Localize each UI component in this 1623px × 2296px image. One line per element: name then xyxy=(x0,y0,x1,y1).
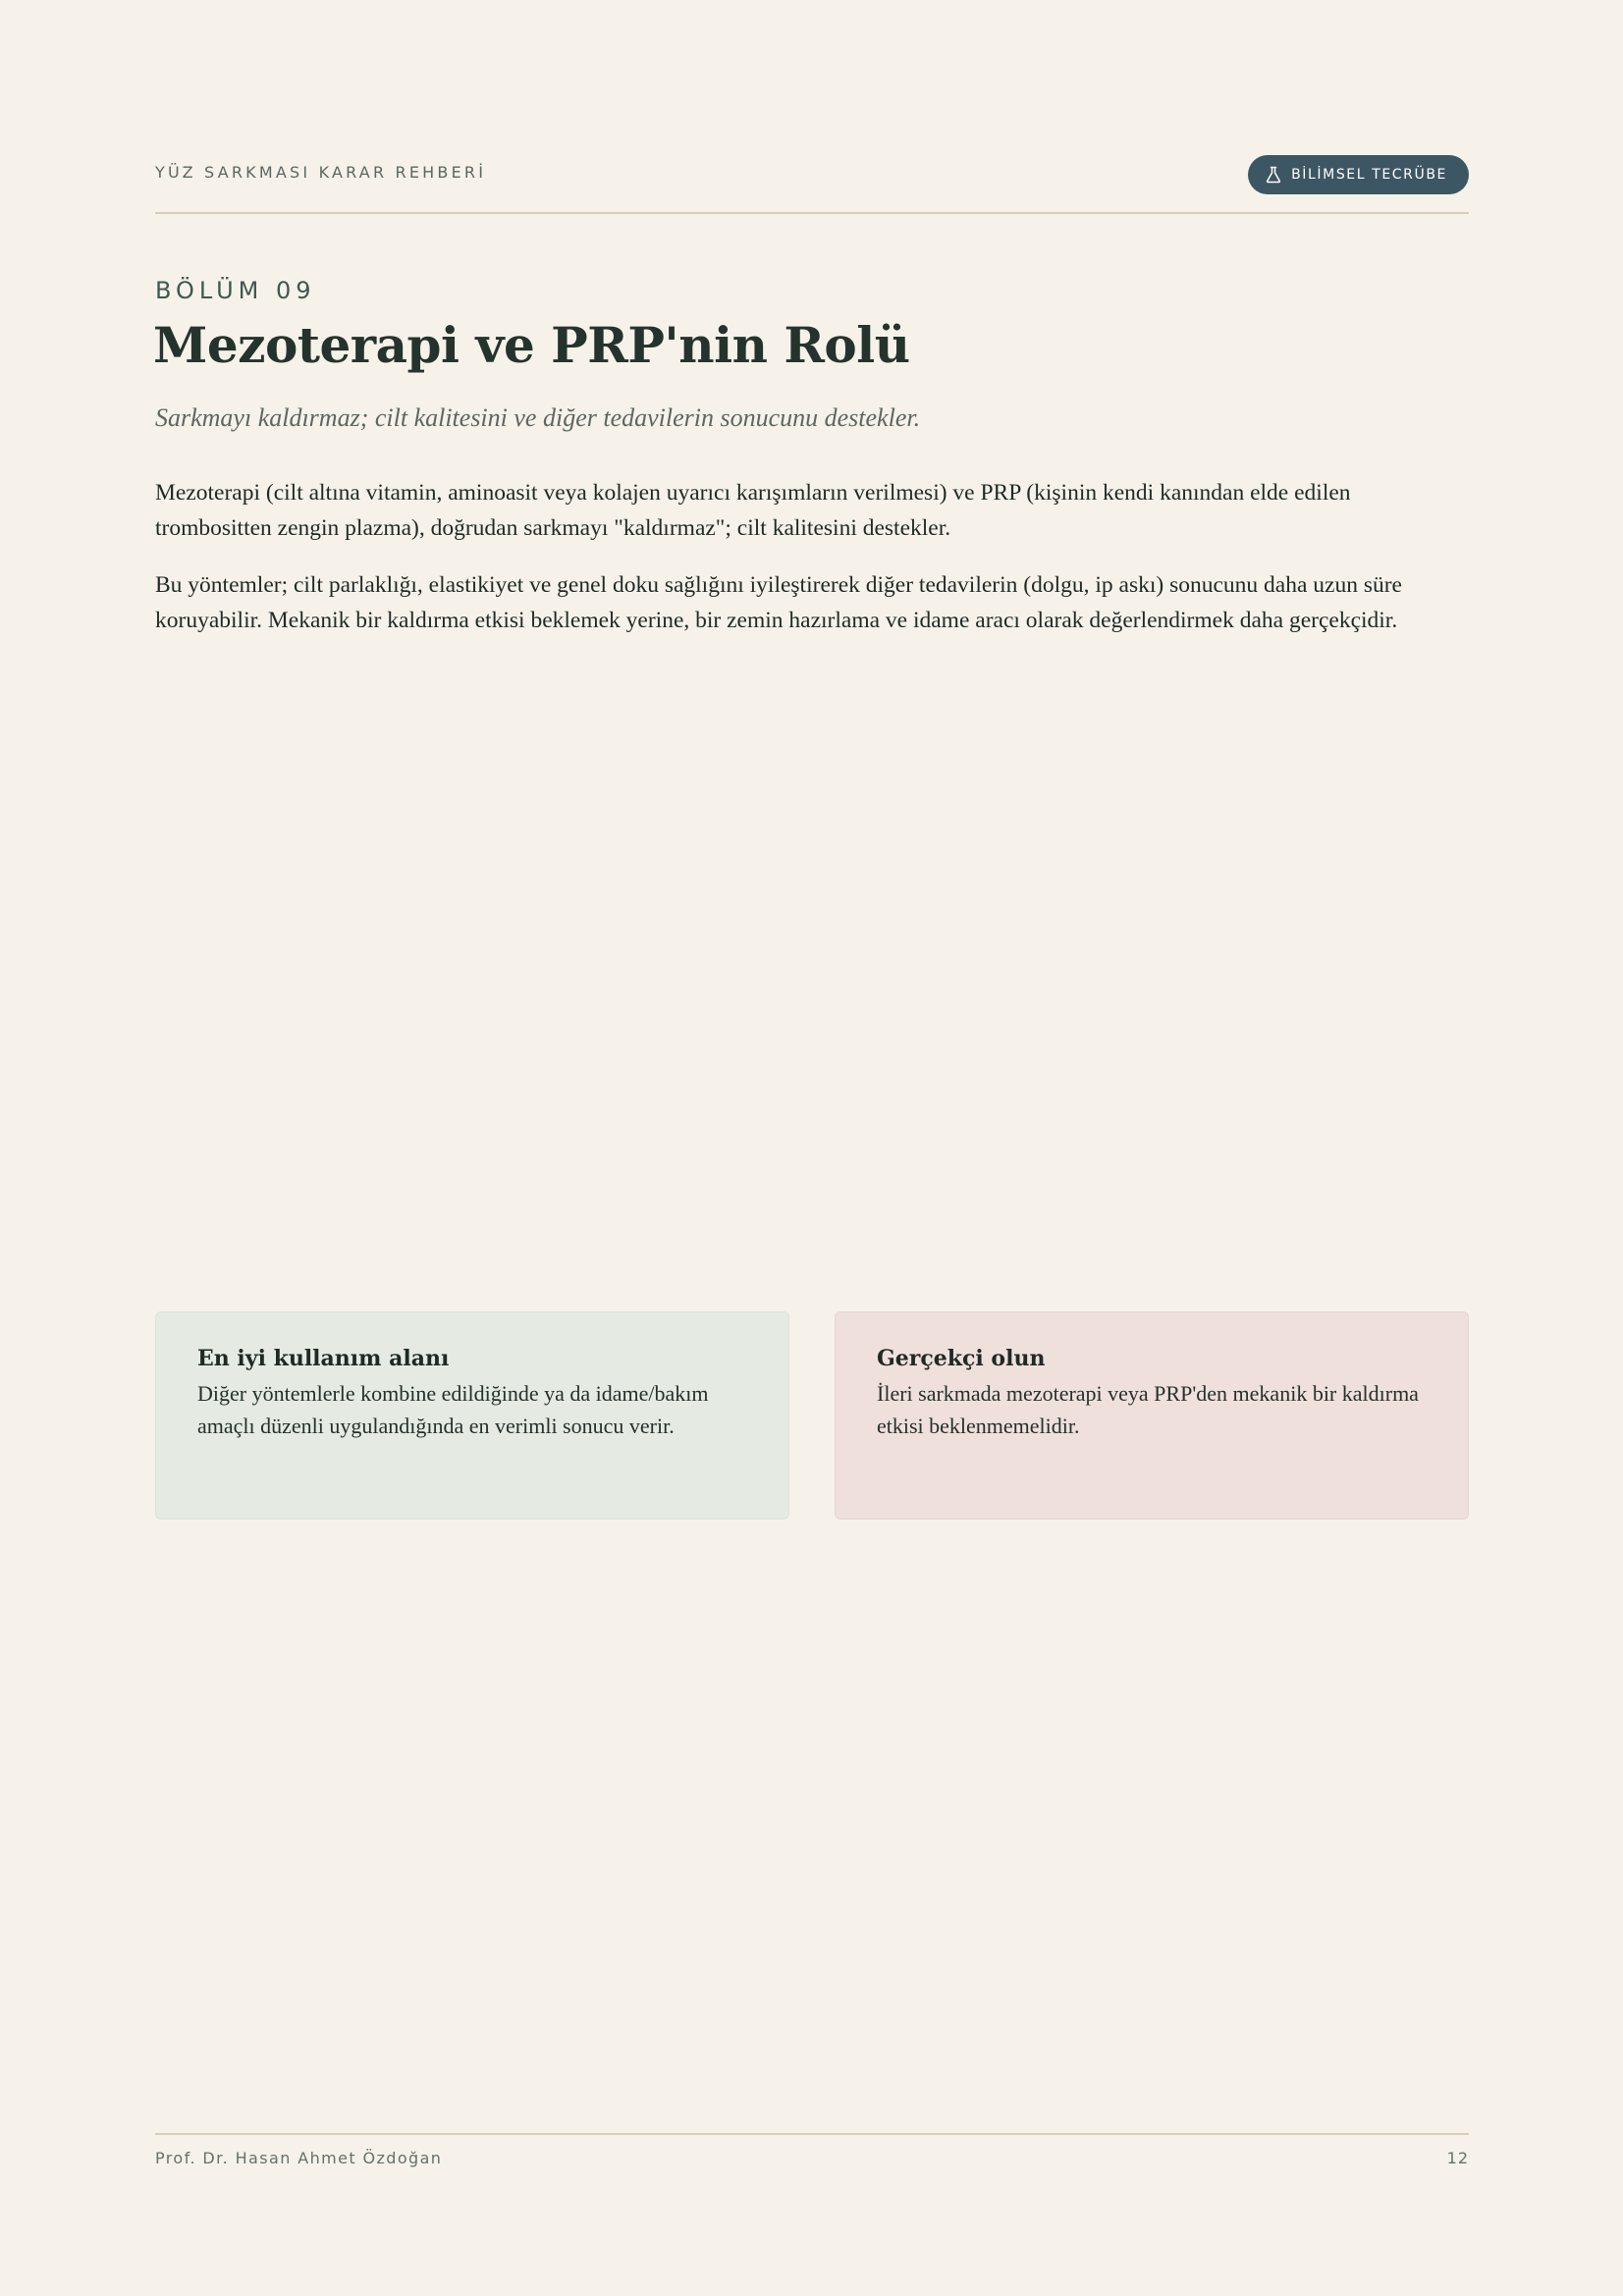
card-text: Diğer yöntemlerle kombine edildiğinde ya da idame/bakım amaçlı düzenli uygulandığında en verimli sonucu verir. xyxy=(197,1381,709,1438)
flask-icon xyxy=(1266,166,1281,184)
section-number: BÖLÜM 09 xyxy=(155,277,316,304)
scientific-experience-badge xyxy=(1248,155,1469,194)
page-number: 12 xyxy=(1446,2149,1469,2167)
badge-label: BİLİMSEL TECRÜBE xyxy=(1291,167,1447,183)
guide-title: YÜZ SARKMASI KARAR REHBERİ xyxy=(155,163,487,182)
body-paragraph: Bu yöntemler; cilt parlaklığı, elastikiyet ve genel doku sağlığını iyileştirerek diğer tedavilerin (dolgu, ip askı) sonucunu daha uzun süre koruyabilir. Mekanik bir kaldırma etkisi beklemek yerine, bir zemin hazırlama ve idame aracı olarak değerlendirmek daha gerçekçidir. xyxy=(155,572,1402,633)
page-title: Mezoterapi ve PRP'nin Rolü xyxy=(153,316,910,374)
best-use-card xyxy=(155,1311,789,1520)
card-title: Gerçekçi olun xyxy=(877,1346,1046,1371)
author-name: Prof. Dr. Hasan Ahmet Özdoğan xyxy=(155,2149,443,2167)
page-subtitle: Sarkmayı kaldırmaz; cilt kalitesini ve diğer tedavilerin sonucunu destekler. xyxy=(155,403,921,432)
page-footer xyxy=(155,2133,1469,2167)
body-paragraph: Mezoterapi (cilt altına vitamin, aminoasit veya kolajen uyarıcı karışımların verilmesi) ve PRP (kişinin kendi kanından elde edilen trombositten zengin plazma), doğrudan sarkmayı "kaldırmaz"; cilt kalitesini destekler. xyxy=(155,480,1351,541)
page-header xyxy=(155,155,1469,214)
card-title: En iyi kullanım alanı xyxy=(197,1346,450,1371)
be-realistic-card xyxy=(835,1311,1469,1520)
card-text: İleri sarkmada mezoterapi veya PRP'den mekanik bir kaldırma etkisi beklenmemelidir. xyxy=(877,1381,1419,1438)
